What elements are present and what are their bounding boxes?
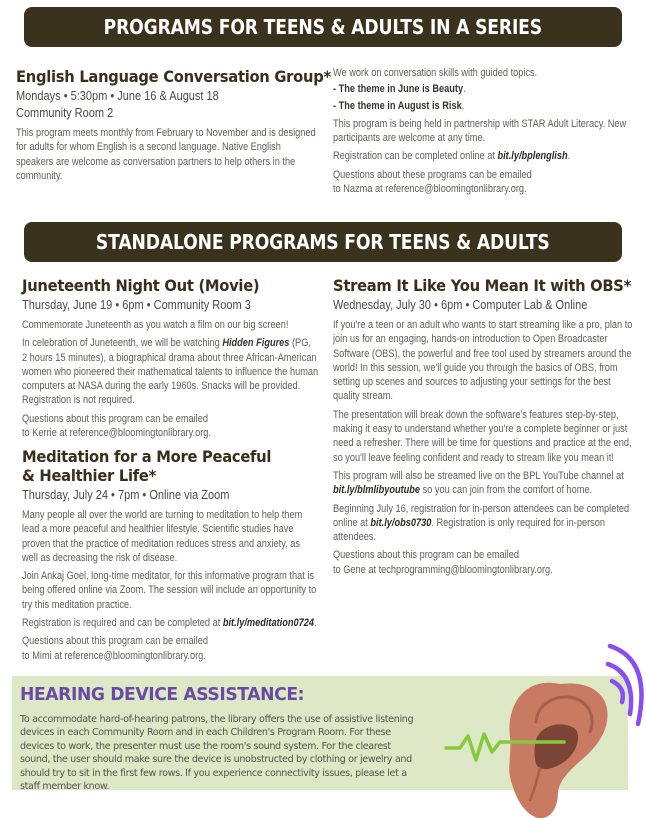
contact-text: Questions about these programs can be emailed to Nazma at reference@bloomingtonlibrary.org. <box>333 168 532 196</box>
program-schedule: Wednesday, July 30 • 6pm • Computer Lab & Online <box>333 298 588 312</box>
program-english-conversation <box>16 67 331 183</box>
registration-link-obs[interactable]: bit.ly/obs0730 <box>370 516 432 529</box>
contact-text: Questions about this program can be emailed to Kerrie at reference@bloomingtonlibrary.org. <box>22 412 212 440</box>
program-description: In celebration of Juneteenth, we will be watching Hidden Figures (PG, 2 hours 15 minutes), a biographical drama about three African-American women who pioneered their mathematical talents to influence the human computers at NASA during the early 1960s. Snacks will be provided. Registration is not required. <box>22 337 319 407</box>
contact-text: Questions about this program can be emailed to Mimi at reference@bloomingtonlibrary.org. <box>22 635 208 662</box>
program-english-details <box>333 66 633 196</box>
program-meditation <box>22 447 318 663</box>
program-description: Many people all over the world are turning to meditation to help them lead a more peaceful and healthier lifestyle. Scientific studies have proven that the practice of meditation reduces stress and anxiety, as well as decreasing the risk of disease. <box>22 509 303 564</box>
section-banner-standalone-label: STANDALONE PROGRAMS FOR TEENS & ADULTS <box>96 230 550 254</box>
program-intro: Commemorate Juneteenth as you watch a film on our big screen! <box>22 319 289 331</box>
contact-email-kerrie[interactable]: to Kerrie at reference@bloomingtonlibrary.org. <box>22 427 212 440</box>
hearing-assistance-title: HEARING DEVICE ASSISTANCE: <box>20 685 305 705</box>
program-title-line2: & Healthier Life* <box>22 466 157 485</box>
program-title: Stream It Like You Mean It with OBS* <box>333 276 632 295</box>
program-host: Join Ankaj Goel, long-time meditator, for this informative program that is being offered online via Zoom. The session will include an opportunity to try this meditation practice. <box>22 570 317 611</box>
ear-icon <box>440 636 646 818</box>
section-banner-series-label: PROGRAMS FOR TEENS & ADULTS IN A SERIES <box>103 15 543 39</box>
theme-august: - The theme in August is Risk. <box>333 99 465 112</box>
registration-link-bplenglish[interactable]: bit.ly/bplenglish <box>497 150 568 163</box>
program-title: English Language Conversation Group* <box>16 67 331 86</box>
registration-text: Beginning July 16, registration for in-person attendees can be completed online at bit.ly/obs0730. Registration is only required for in-person attendees. <box>333 502 630 544</box>
program-schedule: Thursday, July 24 • 7pm • Online via Zoom <box>22 488 230 502</box>
program-schedule: Mondays • 5:30pm • June 16 & August 18 <box>16 89 219 103</box>
stream-text: This program will also be streamed live on the BPL YouTube channel at bit.ly/blmlibyoutube so you can join from the comfort of home. <box>333 469 624 497</box>
youtube-link[interactable]: bit.ly/blmlibyoutube <box>333 484 421 497</box>
contact-email-gene[interactable]: to Gene at techprogramming@bloomingtonlibrary.org. <box>333 563 553 576</box>
program-schedule: Thursday, June 19 • 6pm • Community Room 3 <box>22 298 251 312</box>
program-description: This program meets monthly from February to November and is designed for adults for whom English is a second language. Native English speakers are welcome as conversation partners to help others in the community. <box>16 127 316 182</box>
contact-email-mimi[interactable]: to Mimi at reference@bloomingtonlibrary.org. <box>22 649 206 662</box>
program-presentation: The presentation will break down the software's features step-by-step, making it easy to understand whether you're a complete beginner or just need a refresher. There will be time for questions and practice at the end, so you'll leave feeling confident and ready to stream like you mean it! <box>333 408 632 464</box>
program-juneteenth <box>22 276 318 440</box>
section-banner-series <box>24 7 622 47</box>
contact-email-nazma[interactable]: to Nazma at reference@bloomingtonlibrary.org. <box>333 183 527 196</box>
contact-text: Questions about this program can be emailed to Gene at techprogramming@bloomingtonlibrary.org. <box>333 549 553 576</box>
theme-june: - The theme in June is Beauty. <box>333 83 466 96</box>
partnership-text: This program is being held in partnership with STAR Adult Literacy. New participants are welcome at any time. <box>333 117 627 145</box>
program-description: If you're a teen or an adult who wants to start streaming like a pro, plan to join us for an engaging, hands-on introduction to Open Broadcaster Software (OBS), the powerful and free tool used by streamers around the world! In this session, we'll guide you through the basics of OBS, from setting up scenes and sources to adjusting your settings for the best quality stream. <box>333 319 633 403</box>
section-banner-standalone <box>24 222 622 262</box>
topics-intro: We work on conversation skills with guided topics. <box>333 67 538 79</box>
program-obs-streaming <box>333 276 633 577</box>
hearing-assistance-text: To accommodate hard-of-hearing patrons, the library offers the use of assistive listening devices in each Community Room and in each Children's Program Room. For these devices to work, the presenter must use the room's sound system. For the clearest sound, the user should make sure the device is unobstructed by clothing or jewelry and should try to sit in the first few rows. If you experience connectivity issues, please let a staff member know. <box>20 714 414 793</box>
sound-wave-icon <box>608 646 642 724</box>
program-title-line1: Meditation for a More Peaceful <box>22 447 272 466</box>
program-title: Juneteenth Night Out (Movie) <box>22 276 260 295</box>
registration-link-meditation[interactable]: bit.ly/meditation0724 <box>222 617 315 630</box>
registration-text: Registration can be completed online at bit.ly/bplenglish. <box>333 150 571 163</box>
program-location: Community Room 2 <box>16 106 114 120</box>
film-title: Hidden Figures <box>222 337 290 350</box>
registration-text: Registration is required and can be completed at bit.ly/meditation0724. <box>22 617 317 630</box>
